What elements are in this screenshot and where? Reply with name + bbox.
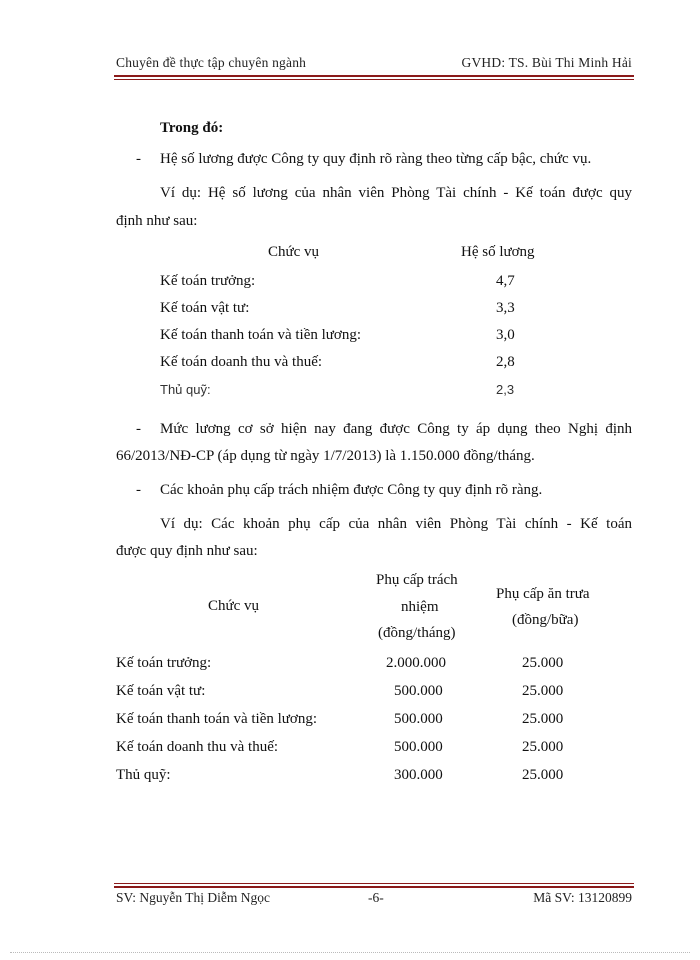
bullet-dash: - (136, 482, 141, 498)
table1-row-value: 3,3 (496, 300, 515, 316)
table2-row-responsibility: 500.000 (394, 683, 443, 699)
table1-header-position: Chức vụ (268, 244, 320, 260)
table2-header-lunch-line1: Phụ cấp ăn trưa (496, 586, 590, 602)
paragraph-phu-cap: Các khoản phụ cấp trách nhiệm được Công ty quy định rõ ràng. (160, 482, 543, 498)
table2-row-lunch: 25.000 (522, 739, 564, 755)
table1-row-position: Kế toán trưởng: (160, 273, 256, 289)
table2-row-responsibility: 300.000 (394, 767, 443, 783)
paragraph-vi-du-1-line1: Ví dụ: Hệ số lương của nhân viên Phòng Tài chính - Kế toán được quy (160, 185, 632, 201)
table2-row-lunch: 25.000 (522, 683, 564, 699)
page-bottom-border (10, 952, 690, 953)
table1-row-position: Kế toán vật tư: (160, 300, 250, 316)
header-title: Chuyên đề thực tập chuyên ngành (116, 55, 307, 70)
paragraph-vi-du-2-line1: Ví dụ: Các khoản phụ cấp của nhân viên Phòng Tài chính - Kế toán (160, 516, 632, 532)
table2-row-lunch: 25.000 (522, 767, 564, 783)
footer-rule-thin (114, 883, 634, 884)
footer-student-id: Mã SV: 13120899 (533, 890, 632, 905)
header-advisor: GVHD: TS. Bùi Thi Minh Hải (461, 55, 632, 70)
table2-row-responsibility: 500.000 (394, 739, 443, 755)
table1-row-position: Thủ quỹ: (160, 382, 211, 397)
paragraph-vi-du-2-line2: được quy định như sau: (116, 543, 258, 559)
table2-row-lunch: 25.000 (522, 711, 564, 727)
header-rule-thin (114, 79, 634, 80)
header-rule-thick (114, 75, 634, 77)
table1-row-value: 3,0 (496, 327, 515, 343)
paragraph-vi-du-1-line2: định như sau: (116, 213, 198, 229)
footer-page-number: -6- (368, 890, 384, 905)
paragraph-muc-luong-line2: 66/2013/NĐ-CP (áp dụng từ ngày 1/7/2013) là 1.150.000 đồng/tháng. (116, 448, 535, 464)
footer-student-name: SV: Nguyễn Thị Diễm Ngọc (116, 890, 270, 905)
table2-row-position: Kế toán doanh thu và thuế: (116, 739, 279, 755)
bullet-dash: - (136, 151, 141, 167)
table2-header-responsibility-line2: nhiệm (401, 599, 439, 615)
table2-row-lunch: 25.000 (522, 655, 564, 671)
table2-row-responsibility: 500.000 (394, 711, 443, 727)
paragraph-muc-luong-line1: Mức lương cơ sở hiện nay đang được Công ty áp dụng theo Nghị định (160, 421, 632, 437)
bullet-dash: - (136, 421, 141, 437)
footer-rule-thick (114, 886, 634, 888)
table2-header-responsibility-line3: (đồng/tháng) (378, 625, 456, 641)
table2-header-lunch-line2: (đồng/bữa) (512, 612, 579, 628)
table1-row-position: Kế toán doanh thu và thuế: (160, 354, 323, 370)
table2-row-position: Thủ quỹ: (116, 767, 171, 783)
table2-row-position: Kế toán thanh toán và tiền lương: (116, 711, 318, 727)
table1-row-value: 4,7 (496, 273, 515, 289)
table2-header-responsibility-line1: Phụ cấp trách (376, 572, 458, 588)
table2-header-position: Chức vụ (208, 598, 260, 614)
paragraph-he-so-luong: Hệ số lương được Công ty quy định rõ ràng theo từng cấp bậc, chức vụ. (160, 151, 592, 167)
table1-row-value: 2,8 (496, 354, 515, 370)
table1-row-value: 2,3 (496, 382, 515, 397)
table2-row-responsibility: 2.000.000 (386, 655, 446, 671)
heading-trong-do: Trong đó: (160, 120, 224, 136)
table2-row-position: Kế toán vật tư: (116, 683, 206, 699)
table1-row-position: Kế toán thanh toán và tiền lương: (160, 327, 362, 343)
table2-row-position: Kế toán trưởng: (116, 655, 212, 671)
table1-header-coefficient: Hệ số lương (461, 244, 535, 260)
